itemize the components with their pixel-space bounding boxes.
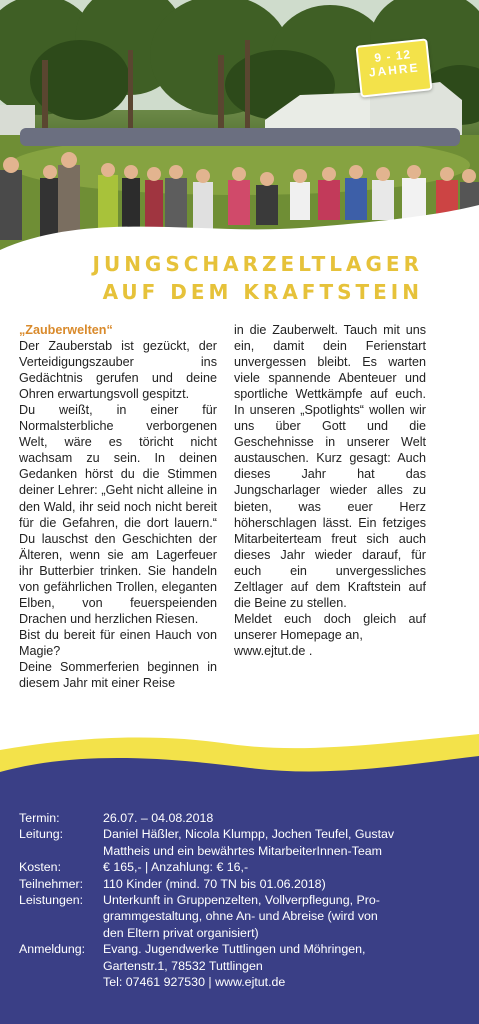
info-row-participants bbox=[19, 876, 459, 892]
title-line-1: JUNGSCHARZELTLAGER bbox=[92, 252, 423, 276]
info-value: Daniel Häßler, Nicola Klumpp, Jochen Teufel, Gustav Mattheis und ein bewährtes MitarbeiterInnen-Team bbox=[103, 827, 395, 858]
info-value: € 165,- | Anzahlung: € 16,- bbox=[103, 860, 249, 875]
title-line-2: AUF DEM KRAFTSTEIN bbox=[102, 280, 423, 304]
event-details bbox=[19, 810, 459, 990]
age-badge bbox=[355, 38, 432, 97]
article-paragraph: Der Zauberstab ist gezückt, der Verteidigungszauber ins Gedächtnis gerufen und deine Ohren erwartungsvoll gespitzt. bbox=[19, 339, 217, 402]
info-row-date bbox=[19, 810, 459, 826]
info-value: 110 Kinder (mind. 70 TN bis 01.06.2018) bbox=[103, 876, 326, 891]
info-label: Anmeldung: bbox=[19, 942, 86, 957]
info-value: Unterkunft in Gruppenzelten, Vollverpflegung, Pro- grammgestaltung, ohne An- und Abreise (wird von den Eltern privat organisiert) bbox=[103, 893, 380, 940]
article-left-column bbox=[19, 322, 217, 691]
age-range: 9 - 12 bbox=[373, 47, 412, 65]
article-paragraph: in die Zauberwelt. Tauch mit uns ein, damit dein Ferienstart unvergessen bleibt. Es warten viele spannende Abenteuer und sportliche Wettkämpfe auf euch. In unseren „Spotlights“ wollen wir uns über Gott und die Geschehnisse in unserer Welt austauschen. Kurz gesagt: Auch dieses Jahr hat das Jungscharlager wieder alles zu bieten, was euer Herz höherschlagen lässt. Ein fetziges Mitarbeiterteam freut sich auch dieses Jahr wieder darauf, für euch ein unvergessliches Zeltlager auf dem Kraftstein auf die Beine zu stellen. bbox=[234, 323, 426, 610]
contact-line[interactable]: Tel: 07461 927530 | www.ejtut.de bbox=[103, 975, 286, 990]
article-heading: „Zauberwelten“ bbox=[19, 323, 113, 337]
article-paragraph: Bist du bereit für einen Hauch von Magie? bbox=[19, 627, 217, 658]
info-label: Teilnehmer: bbox=[19, 876, 84, 891]
article-paragraph: Du weißt, in einer für Normalsterbliche verborgenen Welt, wäre es töricht nicht wachsam zu sein. In deinen Gedanken hörst du die Stimmen deiner Lehrer: „Geht nicht alleine in den Wald, ihr seid noch nicht bereit für die Gefahren, die dort lauern.“ Du lauschst den Geschichten der Älteren, wenn sie am Lagerfeuer ihr Butterbier trinken. Sie handeln von gefährlichen Trollen, eleganten Elben, von feuerspeienden Drachen und herzlichen Riesen. bbox=[19, 403, 217, 626]
article-right-column bbox=[234, 322, 426, 659]
article-paragraph: Meldet euch doch gleich auf unserer Homepage an, bbox=[234, 611, 426, 642]
info-row-cost bbox=[19, 859, 459, 875]
info-row-services bbox=[19, 892, 459, 941]
info-row-registration bbox=[19, 941, 459, 990]
info-value: 26.07. – 04.08.2018 bbox=[103, 811, 214, 825]
page-title bbox=[93, 250, 423, 306]
info-label: Leistungen: bbox=[19, 893, 84, 908]
header-photo bbox=[0, 0, 479, 275]
info-value: Evang. Jugendwerke Tuttlingen und Möhringen, Gartenstr.1, 78532 Tuttlingen Tel: 07461 927530 | www.ejtut.de bbox=[103, 941, 459, 990]
info-row-leaders bbox=[19, 826, 459, 859]
article-paragraph: Deine Sommerferien beginnen in diesem Jahr mit einer Reise bbox=[19, 659, 217, 691]
info-label: Kosten: bbox=[19, 860, 62, 875]
info-label: Leitung: bbox=[19, 827, 64, 842]
homepage-link[interactable]: www.ejtut.de . bbox=[234, 643, 313, 658]
info-label: Termin: bbox=[19, 811, 60, 825]
age-unit: JAHRE bbox=[368, 60, 421, 80]
